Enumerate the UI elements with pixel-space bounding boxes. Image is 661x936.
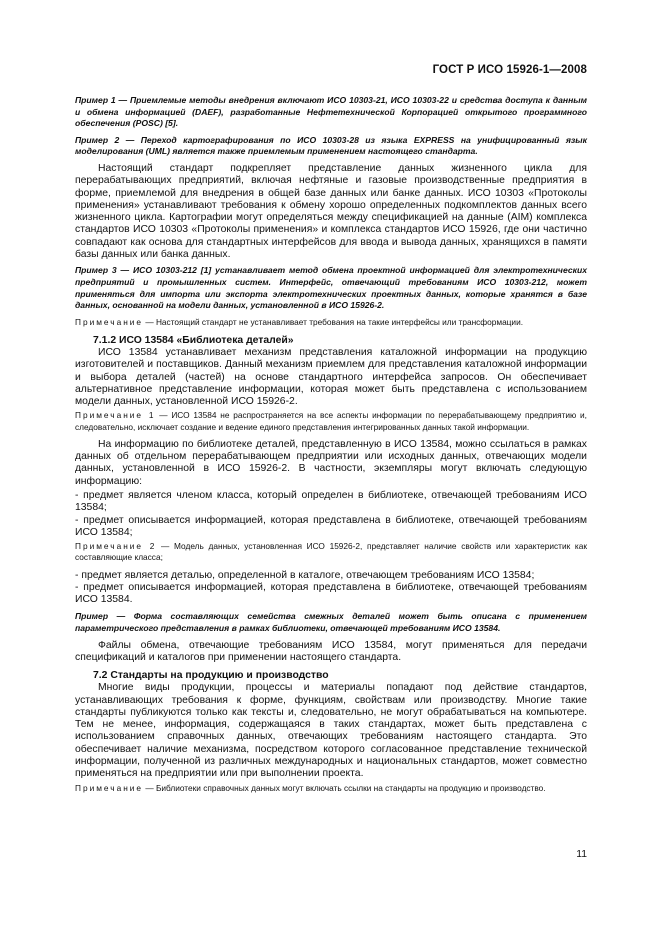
note-1 — [75, 317, 587, 328]
note-label: Примечание — [75, 782, 144, 793]
example-2: Пример 2 — Переход картографирования по ИСО 10303-28 из языка EXPRESS на унифицированный язык моделирования (UML) является также приемлемым применением настоящего стандарта. — [75, 134, 587, 157]
note-text: — Настоящий стандарт не устанавливает требования на такие интерфейсы или трансформации. — [143, 316, 524, 327]
note-3 — [75, 541, 587, 563]
note-text: — Библиотеки справочных данных могут включать ссылки на стандарты на продукцию и производство. — [143, 782, 546, 793]
note-2 — [75, 410, 587, 432]
list-item-2: - предмет описывается информацией, которая представлена в библиотеке, отвечающей требованиям ИСО 13584; — [75, 514, 587, 538]
section-heading-7-2: 7.2 Стандарты на продукцию и производство — [93, 670, 329, 682]
note-text: — Модель данных, установленная ИСО 15926-2, представляет наличие свойств или характеристик как составляющие класса; — [75, 541, 587, 563]
note-4 — [75, 783, 587, 794]
paragraph-1: Настоящий стандарт подкрепляет представление данных жизненного цикла для перерабатывающих предприятий, включая нефтяные и газовые производственные предприятия в форме, приемлемой для внедрения в общей базе данных или банке данных. ИСО 10303 «Протоколы применения» устанавливают требования к обмену хорошо определенных подкомплектов данных всего жизненного цикла. Картографии могут определяться между спецификацией на данные (AIM) комплекса стандартов ИСО 10303 «Протоколы применения» и комплекса стандартов ИСО 15926, где они частично совпадают как основа для стандартных интерфейсов для ввода и вывода данных, хранящихся в памяти базы данных или банка данных. — [75, 162, 587, 261]
list-item-1: - предмет является членом класса, который определен в библиотеке, отвечающей требованиям ИСО 13584; — [75, 490, 587, 514]
example-1: Пример 1 — Приемлемые методы внедрения включают ИСО 10303-21, ИСО 10303-22 и средства доступа к данным и обмена информацией (DAEF), разработанные Нефтетехнической Корпорацией открытого программного обеспечения (POSC) [5]. — [75, 95, 587, 129]
list-item-3: - предмет является деталью, определенной в каталоге, отвечающем требованиям ИСО 13584; — [75, 569, 535, 581]
example-4: Пример — Форма составляющих семейства смежных деталей может быть описана с применением параметрического представления в рамках библиотеки, отвечающей требованиям ИСО 13584. — [75, 611, 587, 634]
note-label: Примечание — [75, 316, 144, 327]
note-label: Примечание 1 — [75, 410, 156, 421]
example-3: Пример 3 — ИСО 10303-212 [1] устанавливает метод обмена проектной информацией для электротехнических предприятий и промышленных систем. Интерфейс, отвечающий требованиям ИСО 10303-212, может применяться для импорта или экспорта электротехнических проектных данных, которые хранятся в базе данных, основанной на модели данных, установленной в ИСО 15926-2. — [75, 265, 587, 311]
paragraph-2: ИСО 13584 устанавливает механизм представления каталожной информации на продукцию изготовителей и поставщиков. Данный механизм приемлем для представления каталожной информации и выбора деталей (частей) на основе стандартного интерфейса запросов. Он обеспечивает альтернативное представление информации, которая может быть представлена с использованием модели данных, установленной ИСО 15926-2. — [75, 346, 587, 408]
note-text: — ИСО 13584 не распространяется на все аспекты информации по перерабатывающему предприятию и, следовательно, исключает создание и ведение единого представления интегрированных данных такой информации. — [75, 410, 587, 432]
section-heading-7-1-2: 7.1.2 ИСО 13584 «Библиотека деталей» — [93, 334, 294, 346]
page-header: ГОСТ Р ИСО 15926-1—2008 — [432, 64, 587, 76]
note-label: Примечание 2 — [75, 541, 157, 552]
document-page — [75, 0, 587, 936]
paragraph-3: На информацию по библиотеке деталей, представленную в ИСО 13584, можно ссылаться в рамках данных об отдельном перерабатывающем предприятии или исходных данных, отвечающих модели данных, установленной в ИСО 15926-2. В частности, экземпляры могут включать следующую информацию: — [75, 438, 587, 487]
page-content — [75, 95, 587, 800]
page-number: 11 — [576, 849, 587, 860]
paragraph-4: Файлы обмена, отвечающие требованиям ИСО 13584, могут применяться для передачи спецификаций и каталогов при применении настоящего стандарта. — [75, 639, 587, 663]
list-item-4: - предмет описывается информацией, которая представлена в библиотеке, отвечающей требованиям ИСО 13584. — [75, 581, 587, 606]
paragraph-5: Многие виды продукции, процессы и материалы попадают под действие стандартов, устанавливающих требования к форме, функциям, свойствам или производству. Многие такие стандарты публикуются только как тексты и, следовательно, не могут обрабатываться на компьютере. Тем не менее, информация, содержащаяся в таких стандартах, может быть представлена с использованием справочных данных, отвечающих требованиям настоящего стандарта. Это обеспечивает наличие механизма, посредством которого согласованное представление технической информации, полученной из различных международных и национальных стандартов, может совместно применяться на предприятии или при выполнении проекта. — [75, 682, 587, 780]
